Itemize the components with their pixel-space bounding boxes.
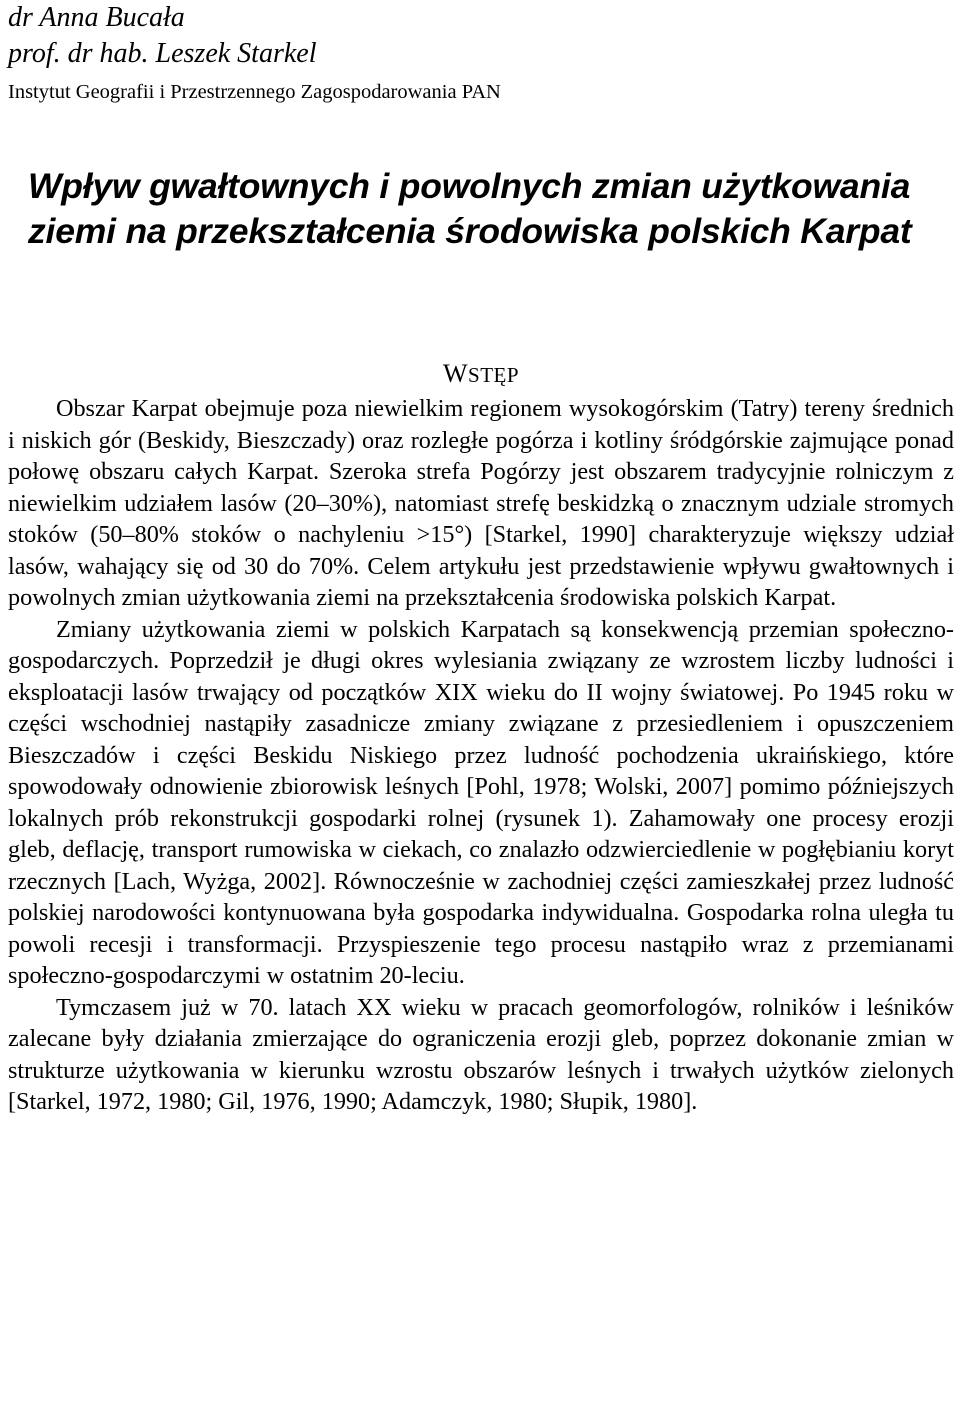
paragraph: Zmiany użytkowania ziemi w polskich Karpatach są konsekwencją przemian społeczno-gospodarczych. Poprzedził je długi okres wylesiania związany ze wzrostem liczby ludności i eksploatacji lasów trwający od początków XIX wieku do II wojny światowej. Po 1945 roku w części wschodniej nastąpiły zasadnicze zmiany związane z przesiedleniem i opuszczeniem Bieszczadów i części Beskidu Niskiego przez ludność pochodzenia ukraińskiego, które spowodowały odnowienie zbiorowisk leśnych [Pohl, 1978; Wolski, 2007] pomimo późniejszych lokalnych prób rekonstrukcji gospodarki rolnej (rysunek 1). Zahamowały one procesy erozji gleb, deflację, transport rumowiska w ciekach, co znalazło odzwierciedlenie w pogłębianiu koryt rzecznych [Lach, Wyżga, 2002]. Równocześnie w zachodniej części zamieszkałej przez ludność polskiej narodowości kontynuowana była gospodarka indywidualna. Gospodarka rolna uległa tu powoli recesji i transformacji. Przyspieszenie tego procesu nastąpiło wraz z przemianami społeczno-gospodarczymi w ostatnim 20-leciu. [8, 615, 954, 989]
author-name: prof. dr hab. Leszek Starkel [8, 38, 317, 69]
section-heading-initial: W [442, 359, 469, 388]
paragraph: Tymczasem już w 70. latach XX wieku w pracach geomorfologów, rolników i leśników zalecane były działania zmierzające do ograniczenia erozji gleb, poprzez dokonanie zmian w strukturze użytkowania w kierunku wzrostu obszarów leśnych i trwałych użytków zielonych [Starkel, 1972, 1980; Gil, 1976, 1990; Adamczyk, 1980; Słupik, 1980]. [8, 993, 954, 1115]
document-page [8, 0, 954, 1118]
author-name: dr Anna Bucała [8, 2, 185, 33]
paragraph: Obszar Karpat obejmuje poza niewielkim regionem wysokogórskim (Tatry) tereny średnich i niskich gór (Beskidy, Bieszczady) oraz rozległe pogórza i kotliny śródgórskie zajmujące ponad połowę obszaru całych Karpat. Szeroka strefa Pogórzy jest obszarem tradycyjnie rolniczym z niewielkim udziałem lasów (20–30%), natomiast strefę beskidzką o znacznym udziale stromych stoków (50–80% stoków o nachyleniu >15°) [Starkel, 1990] charakteryzuje większy udział lasów, wahający się od 30 do 70%. Celem artykułu jest przedstawienie wpływu gwałtownych i powolnych zmian użytkowania ziemi na przekształcenia środowiska polskich Karpat. [8, 395, 954, 611]
body-text [8, 393, 954, 1118]
title-line: ziemi na przekształcenia środowiska polskich Karpat [28, 211, 912, 251]
section-heading [8, 358, 954, 391]
title-line: Wpływ gwałtownych i powolnych zmian użytkowania [28, 166, 911, 206]
paper-title [28, 164, 954, 254]
author-affiliation: Instytut Geografii i Przestrzennego Zagospodarowania PAN [8, 81, 501, 103]
section-heading-rest: STĘP [468, 363, 520, 387]
